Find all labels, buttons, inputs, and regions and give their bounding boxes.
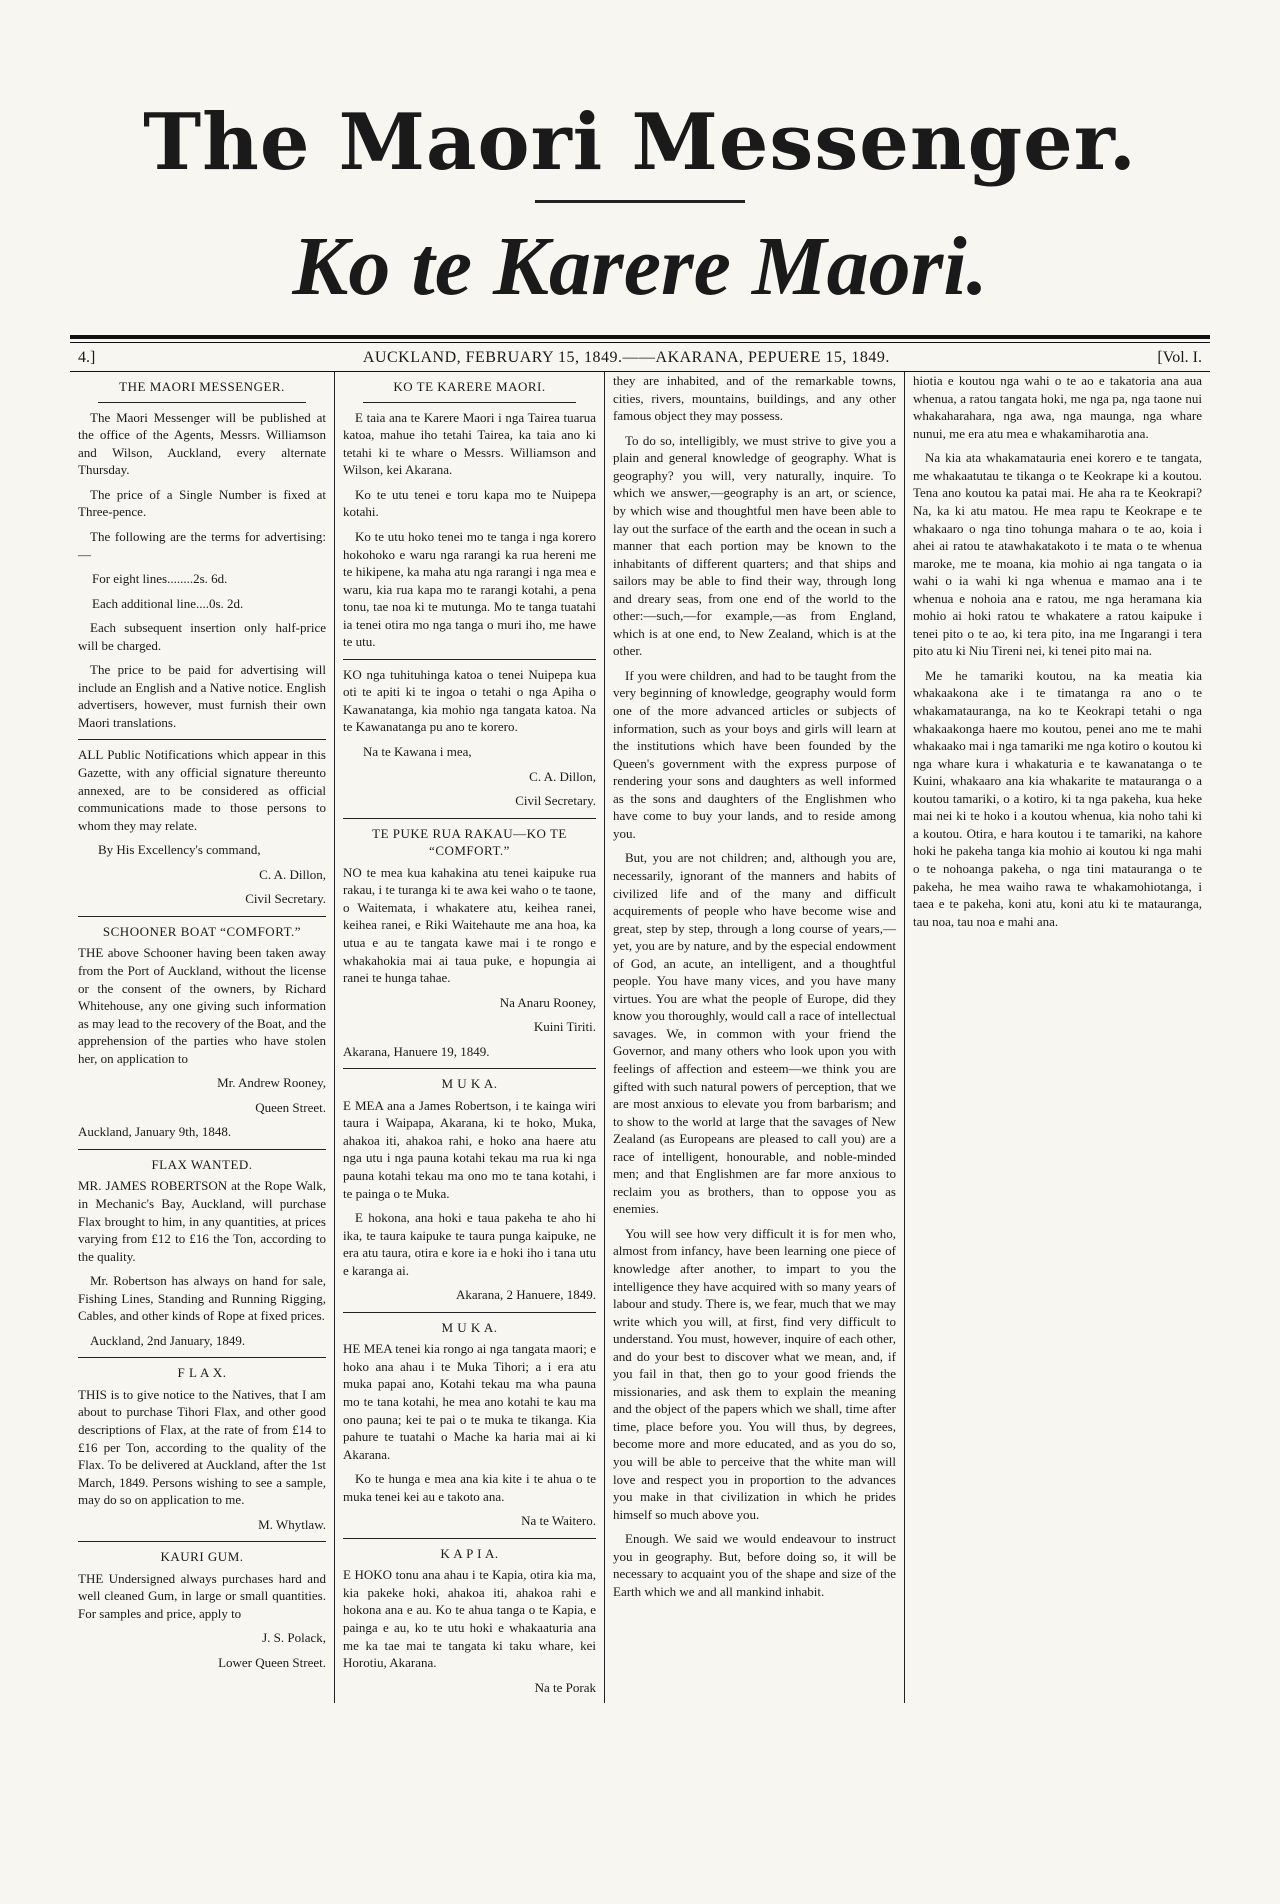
heading-schooner: SCHOONER BOAT “COMFORT.” [102, 923, 302, 939]
paragraph: they are inhabited, and of the remarkable towns, cities, rivers, mountains, buildings, and any other famous object they may possess. [613, 373, 896, 424]
paragraph: E taia ana te Karere Maori i nga Tairea tuarua katoa, mahue iho tetahi Tairea, ka taia ano ki tetahi ki te whare o Messrs. Williamson and Wilson, kei Akarana. [343, 409, 596, 478]
public-notice: ALL Public Notifications which appear in this Gazette, with any official signature thereunto annexed, are to be considered as official communications made to those persons to whom they may relate. [78, 747, 326, 833]
schooner-street: Queen Street. [255, 1099, 326, 1115]
title-divider [535, 200, 745, 203]
article-columns [70, 371, 1210, 1703]
heading-flax-wanted: FLAX WANTED. [151, 1156, 253, 1172]
divider [343, 1538, 596, 1539]
paragraph: The price of a Single Number is fixed at Three-pence. [78, 486, 326, 520]
heading-muka: M U K A. [441, 1076, 498, 1092]
heading-muka-2: M U K A. [441, 1319, 498, 1335]
notice-by: By His Excellency's command, [98, 842, 261, 858]
flax-notice: THIS is to give notice to the Natives, that I am about to purchase Tihori Flax, and other good descriptions of Flax, at the rate of from £14 to £16 per Ton, according to the quality of the Flax. To be delivered at Auckland, after the 1st March, 1849. Persons wishing to see a sample, may do so on application to me. [78, 1386, 326, 1508]
masthead [70, 97, 1210, 313]
heading-karere: KO TE KARERE MAORI. [393, 379, 546, 395]
gum-text: THE Undersigned always purchases hard and well cleaned Gum, in large or small quantities. For samples and price, apply to [78, 1570, 326, 1621]
paragraph: hiotia e koutou nga wahi o te ao e takatoria ana aua whenua, a ratou tangata hoki, me nga pa, nga taone nui whakaharahara, nga awa, nga maunga, nga whare nunui, me era atu mea e whakamiharotia ana. [913, 373, 1202, 441]
puke-text: NO te mea kua kahakina atu tenei kaipuke rua rakau, i te turanga ki te awa kei waho o te taone, o Waitemata, i whakatere atu, keihea ranei, keihea ranei, e Riki Waitehaute me ana hoa, ka utua e au te tangata kawe mai i te rongo e whakahokia mai ai taua puke, e hopungia ai ranei te hunga tahae. [343, 864, 596, 986]
divider [78, 1541, 326, 1542]
column-3 [605, 372, 905, 1703]
puke-date: Akarana, Hanuere 19, 1849. [343, 1043, 490, 1059]
paragraph: The following are the terms for advertising:— [78, 529, 326, 562]
rate-line: Each additional line....0s. 2d. [92, 595, 244, 611]
kapia-text: E HOKO tonu ana ahau i te Kapia, otira kia ma, kia pakeke hoki, ahakoa iti, ahakoa rahi e hokona ana e au. Ko te ahua tanga o te Kapia, e painga e au, ko te utu hoki e whakaaturia ana me ka tae mai te tangata ki taku whare, kei Horotiu, Akarana. [343, 1567, 596, 1671]
paragraph: To do so, intelligibly, we must strive to give you a plain and general knowledge of geography. What is geography? you will, very naturally, inquire. To which we answer,—geography is an art, or science, by which wise and thoughtful men have been able to lay out the surface of the earth and the ocean in such a manner that each portion may be known to the inhabitants of different quarters; and that ships and sailors may be able to find their way, through long and dreary seas, from one end of the world to the other:—such,—for example,—as from England, which is at one end, to New Zealand, which is at the other. [613, 432, 896, 659]
paragraph: Ko te utu tenei e toru kapa mo te Nuipepa kotahi. [343, 486, 596, 520]
column-4 [905, 372, 1210, 1703]
notice-title: Civil Secretary. [245, 891, 326, 907]
newspaper-page [70, 80, 1210, 1703]
column-1 [70, 372, 335, 1703]
heading-puke: TE PUKE RUA RAKAU—KO TE “COMFORT.” [372, 825, 567, 859]
divider [98, 402, 306, 403]
puke-signature: Na Anaru Rooney, [499, 994, 596, 1010]
masthead-rule-thin [70, 342, 1210, 343]
column-2 [335, 372, 605, 1703]
flax-signature: M. Whytlaw. [258, 1516, 326, 1532]
dateline [70, 349, 1210, 367]
heading-kauri-gum: KAURI GUM. [160, 1549, 244, 1565]
paragraph: Ko te utu hoko tenei mo te tanga i nga korero hokohoko e waru nga rarangi ka rua hereni me te hikipene, ka maha atu nga rarangi i nga mea e waru, kia rua kapa mo te rarangi kotahi, a pena tonu, tae noa ki te mutunga. Mo te tanga tuatahi ia tenei otira mo nga tanga o muri iho, me hawe te utu. [343, 529, 596, 650]
divider [343, 1068, 596, 1069]
title-maori: Ko te Karere Maori. [292, 219, 988, 313]
heading-kapia: K A P I A. [440, 1545, 499, 1561]
puke-street: Kuini Tiriti. [533, 1019, 596, 1035]
notice-signature: C. A. Dillon, [529, 768, 596, 784]
paragraph: You will see how very difficult it is for men who, almost from infancy, have been learning one piece of knowledge after another, to impart to you the intelligence they have acquired with so many years of labour and study. There is, we fear, much that we may write which you will, at first, find very difficult to understand. You must, however, inquire of each other, and do your best to discover what we mean, and, if you fail in that, then go to your good friends the missionaries, and ask them to explain the meaning and the object of the papers which we shall, time after time, place before you. You will thus, by degrees, become more and more educated, and as you do so, you will be able to perceive that the white man will love and respect you in proportion to the advances you make in that civilization in which he prides himself so much above you. [613, 1225, 896, 1522]
volume-number: [Vol. I. [1157, 349, 1202, 367]
issue-number: 4.] [78, 349, 96, 367]
schooner-text: THE above Schooner having been taken away from the Port of Auckland, without the license or the consent of the owners, by Richard Whitehouse, any one giving such information as may lead to the recovery of the Boat, and the apprehension of the parties who have stolen her, on application to [78, 945, 326, 1066]
divider [78, 916, 326, 917]
muka-text: E MEA ana a James Robertson, i te kainga wiri taura i Waipapa, Akarana, ki te hoko, Muka, ahakoa iti, ahakoa rahi, e hoko ana haere atu nga utu i nga pauna kotahi tekau ma rua ki nga pauna kotahi tekau ma ono mo te tana kotahi, i te painga o te Muka. [343, 1097, 596, 1201]
masthead-rule [70, 335, 1210, 339]
schooner-date: Auckland, January 9th, 1848. [78, 1124, 232, 1140]
paragraph: Na kia ata whakamatauria enei korero e te tangata, me whakaatutau te tikanga o te Keokrape ki a koutou. Tena ano koutou ka patai mai. He aha ra te Keokrapi? Na, ka ki atu matou. He mea rapu te Keokrape e te whakaaro o nga tino tohunga mahara o te ao, koia i ahei ai ratou te atawhakatakoto i te mata o te whenua maroke, me te moana, kia mohio ai nga tangata o ia wahi o ia wahi ki nga whenua e mamao ana i te whenua e nohoia ana e ratou, me nga heramana kia mohio ai hoki ratou te whakatere a ratou kaipuke i tenei pito o te ao, ki tera pito, ina me Ingarangi i tera pito atu ki Niu Tireni nei, ki tenei pito mai na. [913, 450, 1202, 659]
muka2-text: HE MEA tenei kia rongo ai nga tangata maori; e hoko ana ahau i te Muka Tihori; a i era atu muka papai ano, Kotahi tekau ma wha pauna mo te tana kotahi, he mea ano kotahi te kau ma ono pauna; kei te pai o te muka te tikanga. Kia pahure te tuatahi o Mache ka haria mai ai ki Akarana. [343, 1341, 596, 1462]
kapia-signature: Na te Porak [534, 1679, 596, 1695]
notice-signature: C. A. Dillon, [259, 866, 326, 882]
gum-street: Lower Queen Street. [218, 1655, 326, 1670]
paragraph: The price to be paid for advertising will include an English and a Native notice. English advertisers, however, must furnish their own Maori translations. [78, 662, 326, 730]
divider [363, 402, 576, 403]
divider [78, 1357, 326, 1358]
divider [343, 659, 596, 660]
schooner-signature: Mr. Andrew Rooney, [217, 1075, 326, 1091]
paragraph: Me he tamariki koutou, na ka meatia kia whakaakona ake i te timatanga ra ano o te whakamatauranga, na ko te Keokrapi tetahi o nga whakaakonga haere mo koutou, penei ano me te mahi whakaako mai i nga tamariki me nga kotiro o koutou ki nga whare kura i whakaturia e te kawanatanga o te Kuini, whakaaro ana kia whakarite te matauranga o a koutou tamariki, o a kotiro, ki ta nga pakeha, kua heke mai nei ki te hoko i a koutou whenua, kia noho tahi ki a koutou. Otira, e hara koutou i te tamariki, na kahore hoki he pakeha tanga kia mohio ai koutou ki nga mahi o te nohoanga pakeha, o nga tini matauranga o te pakeha, he mea waiho rawa te whakamohiotanga, i taea e te pakeha, koni atu, koni atu ki te matauranga, tau noa, tau noa e mahi ana. [913, 667, 1202, 929]
muka-text-2: E hokona, ana hoki e taua pakeha te aho hi ika, te taura kaipuke te taura punga kaipuke, ne era atu taura, otira e kore ia e hoki iho i tana utu e karanga ai. [343, 1210, 596, 1278]
divider [78, 739, 326, 740]
paragraph: Each subsequent insertion only half-price will be charged. [78, 620, 326, 653]
flax-date: Auckland, 2nd January, 1849. [90, 1332, 246, 1348]
notice-by: Na te Kawana i mea, [363, 744, 472, 760]
public-notice-maori: KO nga tuhituhinga katoa o tenei Nuipepa kua oti te apiti ki te ingoa o tetahi o nga Apiha o Kawanatanga, kia mohio nga tangata katoa. Na te Kawanatanga pu ano te korero. [343, 666, 596, 735]
rate-line: For eight lines........2s. 6d. [92, 571, 228, 587]
flax-text: MR. JAMES ROBERTSON at the Rope Walk, in Mechanic's Bay, Auckland, will purchase Flax brought to him, in any quantities, at prices varying from £12 to £16 the Ton, according to the quality. [78, 1178, 326, 1264]
muka-date: Akarana, 2 Hanuere, 1849. [455, 1287, 596, 1303]
paragraph: But, you are not children; and, although you are, necessarily, ignorant of the manners and habits of civilized life and of the many and difficult acquirements of people who have become wise and great, step by step, through a long course of years,—yet, you are by nature, and by the especial endowment of God, an acute, an intelligent, and a thoughtful people. You have many vices, and you have many virtues. You are what the people of Europe, did they know you thoroughly, would call a race of intellectual savages. We, in common with your friend the Governor, and many others who look upon you with feelings of affection and esteem—we think you are gifted with such natural powers of perception, that we are most anxious to elevate you from barbarism; and to show to the world at large that the savages of New Zealand (as Europeans are pleased to call you) are a race of intelligent, honourable, and noble-minded men; and that Englishmen are far more anxious to reclaim you as brothers, than to oppose you as enemies. [613, 850, 896, 1217]
paragraph: The Maori Messenger will be published at the office of the Agents, Messrs. Williamson and Wilson, Auckland, every alternate Thursday. [78, 409, 326, 478]
divider [78, 1149, 326, 1150]
heading-messenger: THE MAORI MESSENGER. [119, 379, 285, 395]
paragraph: If you were children, and had to be taught from the very beginning of knowledge, geography would form one of the more advanced articles or subjects of information, such as your boys and girls will learn at the institutions which have been founded by the Queen's government with the express purpose of rendering your sons and daughters as well informed as the sons and daughters of the Englishmen who have come to buy your lands, and to reside among you. [613, 667, 896, 841]
issue-date: AUCKLAND, FEBRUARY 15, 1849.——AKARANA, PEPUERE 15, 1849. [362, 349, 890, 367]
muka2-text-2: Ko te hunga e mea ana kia kite i te ahua o te muka tenei kei au e takoto ana. [343, 1471, 596, 1504]
paragraph: Enough. We said we would endeavour to instruct you in geography. But, before doing so, it will be necessary to acquaint you of the shape and size of the Earth which we and all mankind inhabit. [613, 1531, 896, 1599]
title-english: The Maori Messenger. [143, 97, 1137, 188]
muka2-signature: Na te Waitero. [521, 1513, 596, 1529]
flax-text-2: Mr. Robertson has always on hand for sale, Fishing Lines, Standing and Running Rigging, Cables, and other kinds of Rope at fixed prices. [78, 1273, 326, 1324]
heading-flax: F L A X. [177, 1365, 227, 1381]
notice-title: Civil Secretary. [515, 793, 596, 809]
divider [343, 818, 596, 819]
gum-signature: J. S. Polack, [262, 1630, 326, 1646]
divider [343, 1312, 596, 1313]
